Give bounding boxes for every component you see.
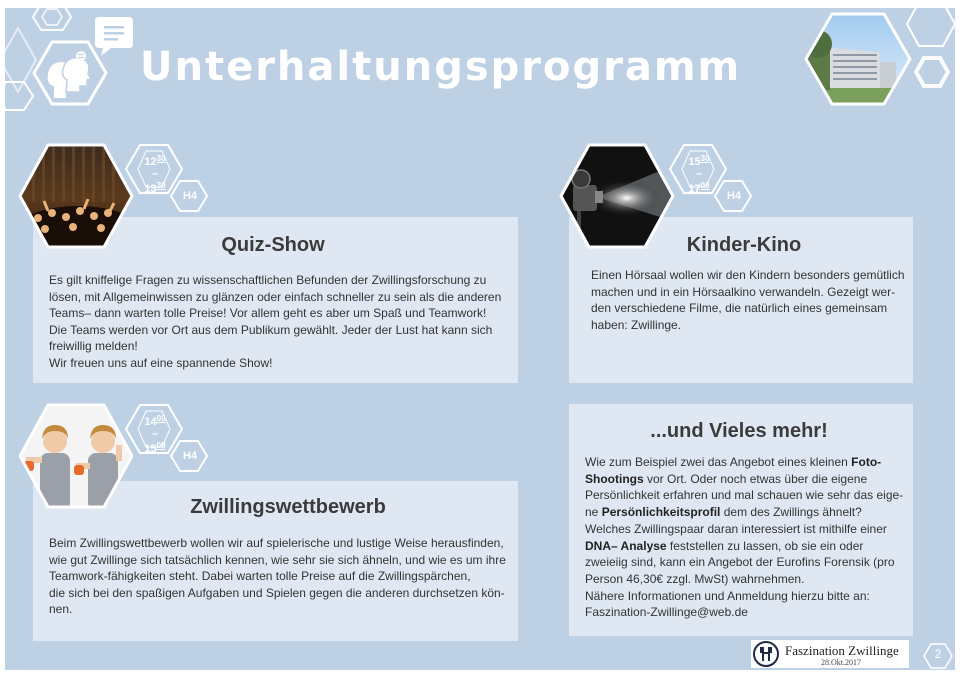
event-heading: ...und Vieles mehr!	[650, 420, 828, 442]
event-room: H4	[182, 450, 198, 462]
event-heading: Kinder-Kino	[686, 234, 802, 256]
footer-date: 28.Okt.2017	[821, 658, 861, 667]
event-description: Wie zum Beispiel zwei das Angebot eines kleinen Foto- Shootings vor Ort. Oder noch etwas über die eigene Persönlichkeit erfahren und mal schauen wie sehr das eige- ne Persönlichkeitsprofil dem des Zwillings ähnelt? Welches Zwillingspaar daran interessiert ist mithilfe einer DNA– Analyse feststellen zu lassen, ob sie ein oder zweieiig sind, kann ein Angebot der Eurofins Forensik (pro Person 46,30€ zzgl. MwSt) wahrnehmen. Nähere Informationen und Anmeldung hierzu bitte an: Faszination-Zwillinge@web.de	[585, 455, 904, 620]
twins-photo	[18, 403, 138, 511]
contact-email: Faszination-Zwillinge@web.de	[585, 605, 748, 620]
footer-logo	[751, 640, 909, 668]
decorative-hexagons-topright	[800, 0, 960, 110]
twins-logo-icon	[753, 641, 779, 667]
event-description: Beim Zwillingswettbewerb wollen wir auf spielerische und lustige Weise herausfinden, wie gut Zwillinge sich tatsächlich kennen, wie sehr sie sich ähneln, und wie es um ihre Teamwork-fähigkeiten steht. Dabei warten tolle Preise auf die Zwillingspärchen, die sich bei den spaßigen Aufgaben und Spielen gegen die anderen durchsetzen kön- nen.	[49, 536, 506, 616]
event-time: $14^{00}$ – $15^{00}$	[144, 414, 166, 455]
event-description: Einen Hörsaal wollen wir den Kindern besonders gemütlich machen und in ein Hörsaalkino verwandeln. Gezeigt wer- den verschiedene Filme, die natürlich eines gemeinsam haben: Zwillinge.	[591, 268, 905, 332]
audience-photo	[18, 143, 138, 251]
footer-name: Faszination Zwillinge	[785, 643, 899, 658]
page-number: 2	[934, 647, 942, 661]
event-time: $15^{30}$ – $17^{00}$	[688, 154, 710, 195]
event-card-vieles-mehr	[569, 404, 913, 636]
event-time: $12^{30}$ – $13^{30}$	[144, 154, 166, 195]
page-title: Unterhaltungsprogramm	[140, 44, 742, 90]
talking-heads-icon	[40, 48, 100, 103]
projector-photo	[559, 143, 679, 251]
event-room: H4	[182, 190, 198, 202]
event-room: H4	[726, 190, 742, 202]
event-description: Es gilt kniffelige Fragen zu wissenschaftlichen Befunden der Zwillingsforschung zu lösen, mit Allgemeinwissen zu glänzen oder einfach schneller zu sein als die anderen Teams– dann warten tolle Preise! Vor allem geht es aber um Spaß und Teamwork! Die Teams werden vor Ort aus dem Publikum gewählt. Jeder der Lust hat kann sich freiwillig melden! Wir freuen uns auf eine spannende Show!	[49, 273, 502, 370]
event-heading: Zwillingswettbewerb	[190, 496, 386, 518]
university-building-photo	[800, 10, 916, 110]
event-heading: Quiz-Show	[221, 234, 325, 256]
